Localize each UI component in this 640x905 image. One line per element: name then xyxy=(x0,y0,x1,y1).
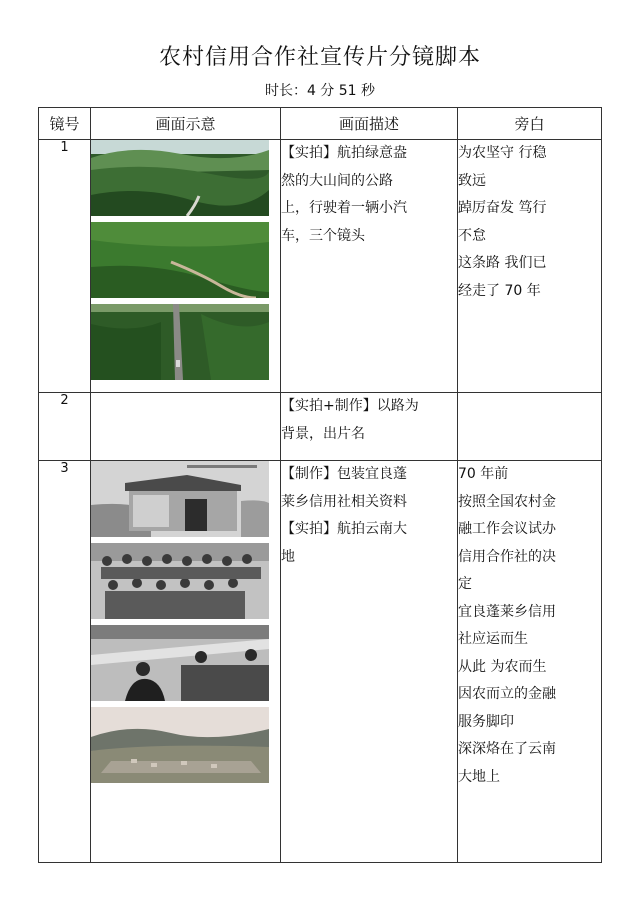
description-line: 车，三个镜头 xyxy=(281,227,365,244)
description-line: 地 xyxy=(281,548,295,565)
table-row xyxy=(39,393,602,461)
voiceover-text xyxy=(458,461,602,863)
header-shot-number: 镜号 xyxy=(39,108,91,140)
description-line: 【实拍】航拍云南大 xyxy=(281,521,407,537)
frame-description xyxy=(281,393,458,461)
photo-office-workers xyxy=(91,625,269,701)
description-line: 然的大山间的公路 xyxy=(281,172,393,189)
shot-number: 1 xyxy=(39,140,91,393)
voiceover-text xyxy=(458,140,602,393)
photo-group-photo xyxy=(91,543,269,619)
frame-images xyxy=(91,140,281,393)
document-title: 农村信用合作社宣传片分镜脚本 xyxy=(158,45,481,70)
header-voiceover: 旁白 xyxy=(458,108,602,140)
header-row xyxy=(39,108,602,140)
shot-number: 3 xyxy=(39,461,91,863)
description-line: 背景，出片名 xyxy=(281,425,365,442)
photo-valley-town xyxy=(91,707,269,783)
voiceover-line: 从此 为农而生 xyxy=(458,658,547,675)
frame-images xyxy=(91,393,281,461)
voiceover-line: 为农坚守 行稳 xyxy=(458,145,547,161)
voiceover-line: 社应运而生 xyxy=(458,631,528,647)
voiceover-line: 大地上 xyxy=(458,768,500,785)
header-frame-sketch: 画面示意 xyxy=(91,108,281,140)
voiceover-line: 宜良蓬莱乡信用 xyxy=(458,603,556,620)
description-line: 上，行驶着一辆小汽 xyxy=(281,200,407,216)
photo-aerial-mountain-road xyxy=(91,140,269,216)
voiceover-line: 深深烙在了云南 xyxy=(458,741,556,757)
description-line: 莱乡信用社相关资料 xyxy=(281,493,407,510)
photo-aerial-road-car xyxy=(91,304,269,380)
table-row xyxy=(39,461,602,863)
table-row xyxy=(39,140,602,393)
duration-label: 时长：4 分 51 秒 xyxy=(264,83,376,99)
voiceover-line: 融工作会议试办 xyxy=(458,521,556,537)
description-line: 【实拍】航拍绿意盎 xyxy=(281,145,407,161)
voiceover-line: 按照全国农村金 xyxy=(458,493,556,510)
voiceover-text xyxy=(458,393,602,461)
shot-number: 2 xyxy=(39,393,91,461)
header-frame-description: 画面描述 xyxy=(281,108,458,140)
voiceover-line: 不怠 xyxy=(458,227,486,244)
voiceover-line: 定 xyxy=(458,576,472,592)
frame-description xyxy=(281,140,458,393)
frame-description xyxy=(281,461,458,863)
description-line: 【制作】包装宜良蓬 xyxy=(281,466,407,482)
photo-aerial-forest-road xyxy=(91,222,269,298)
voiceover-line: 踔厉奋发 笃行 xyxy=(458,200,547,216)
description-line: 【实拍+制作】以路为 xyxy=(281,398,419,414)
photo-old-credit-cooperative-building xyxy=(91,461,269,537)
voiceover-line: 因农而立的金融 xyxy=(458,686,556,702)
storyboard-table xyxy=(38,107,602,863)
voiceover-line: 致远 xyxy=(458,172,486,189)
frame-images xyxy=(91,461,281,863)
voiceover-line: 70 年前 xyxy=(458,466,509,482)
voiceover-line: 经走了 70 年 xyxy=(458,282,541,299)
voiceover-line: 服务脚印 xyxy=(458,713,514,730)
voiceover-line: 信用合作社的决 xyxy=(458,548,556,565)
voiceover-line: 这条路 我们已 xyxy=(458,255,547,271)
